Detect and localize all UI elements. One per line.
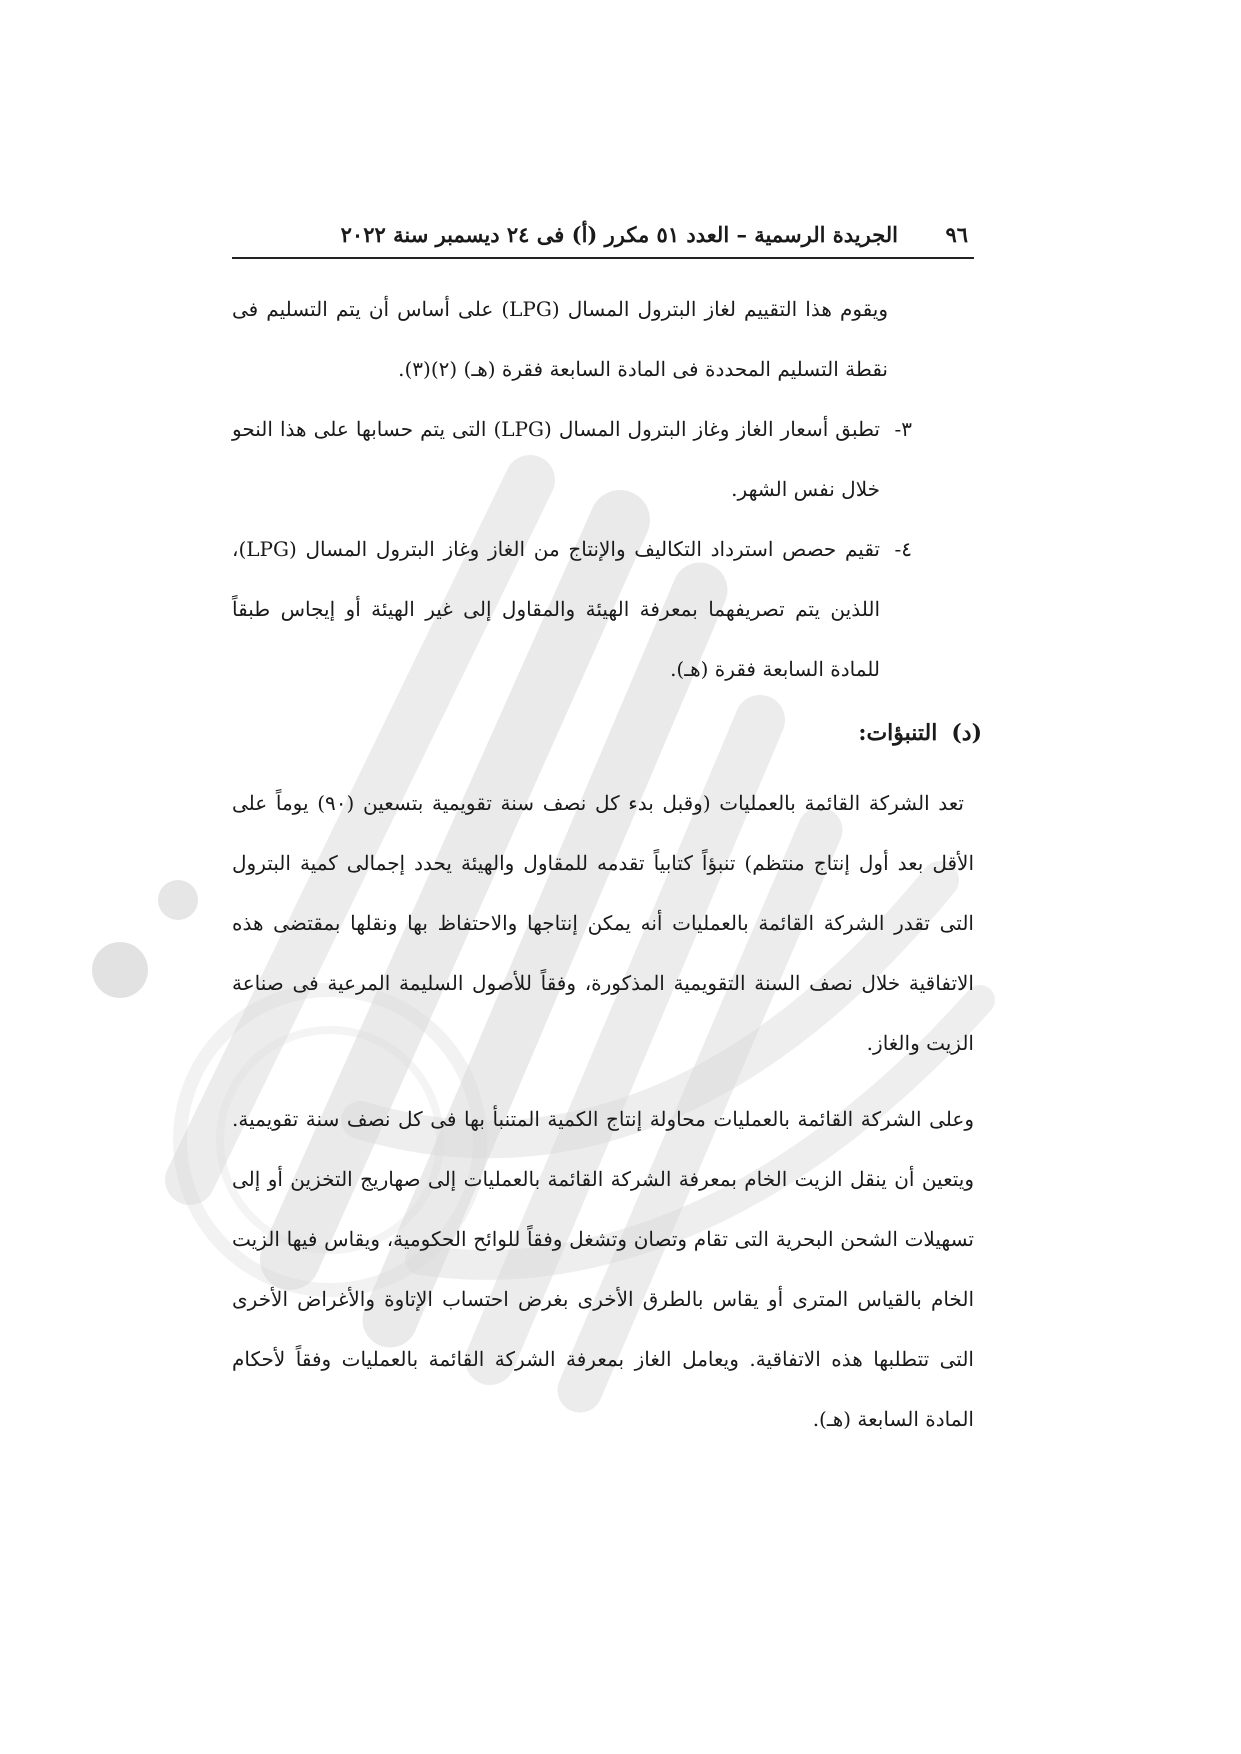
list-item-number: ٤- [894,537,912,561]
list-item [232,399,974,519]
body-paragraph: وعلى الشركة القائمة بالعمليات محاولة إنتاج الكمية المتنبأ بها فى كل نصف سنة تقويمية. ويتعين أن ينقل الزيت الخام بمعرفة الشركة القائمة بالعمليات إلى صهاريج التخزين أو إلى تسهيلات الشحن البحرية التى تقام وتصان وتشغل وفقاً للوائح الحكومية، ويقاس فيها الزيت الخام بالقياس المترى أو يقاس بالطرق الأخرى بغرض احتساب الإتاوة والأغراض الأخرى التى تتطلبها هذه الاتفاقية. ويعامل الغاز بمعرفة الشركة القائمة بالعمليات وفقاً لأحكام المادة السابعة (هـ). [232,1107,974,1431]
section-heading [232,703,982,763]
list-item-text: تطبق أسعار الغاز وغاز البترول المسال (LPG) التى يتم حسابها على هذا النحو خلال نفس الشهر. [232,417,880,501]
intro-paragraph: ويقوم هذا التقييم لغاز البترول المسال (LPG) على أساس أن يتم التسليم فى نقطة التسليم المحددة فى المادة السابعة فقرة (هـ) (٢)(٣). [232,297,888,381]
section-title: التنبؤات: [858,720,938,746]
page-number: ٩٦ [945,222,968,247]
body-paragraph: تعد الشركة القائمة بالعمليات (وقبل بدء كل نصف سنة تقويمية بتسعين (٩٠) يوماً على الأقل بعد أول إنتاج منتظم) تنبؤاً كتابياً تقدمه للمقاول والهيئة يحدد إجمالى كمية البترول التى تقدر الشركة القائمة بالعمليات أنه يمكن إنتاجها والاحتفاظ بها ونقلها بمقتضى هذه الاتفاقية خلال نصف السنة التقويمية المذكورة، وفقاً للأصول السليمة المرعية فى صناعة الزيت والغاز. [232,791,974,1055]
page-header [232,222,974,259]
section-label: (د) [951,720,982,746]
list-item-number: ٣- [894,417,912,441]
list-item [232,519,974,699]
gazette-title: الجريدة الرسمية – العدد ٥١ مكرر (أ) فى ٢٤ ديسمبر سنة ٢٠٢٢ [340,222,898,247]
document-page [232,222,982,1449]
list-item-text: تقيم حصص استرداد التكاليف والإنتاج من الغاز وغاز البترول المسال (LPG)، اللذين يتم تصريفهما بمعرفة الهيئة والمقاول إلى غير الهيئة أو إيجاس طبقاً للمادة السابعة فقرة (هـ). [232,537,880,681]
